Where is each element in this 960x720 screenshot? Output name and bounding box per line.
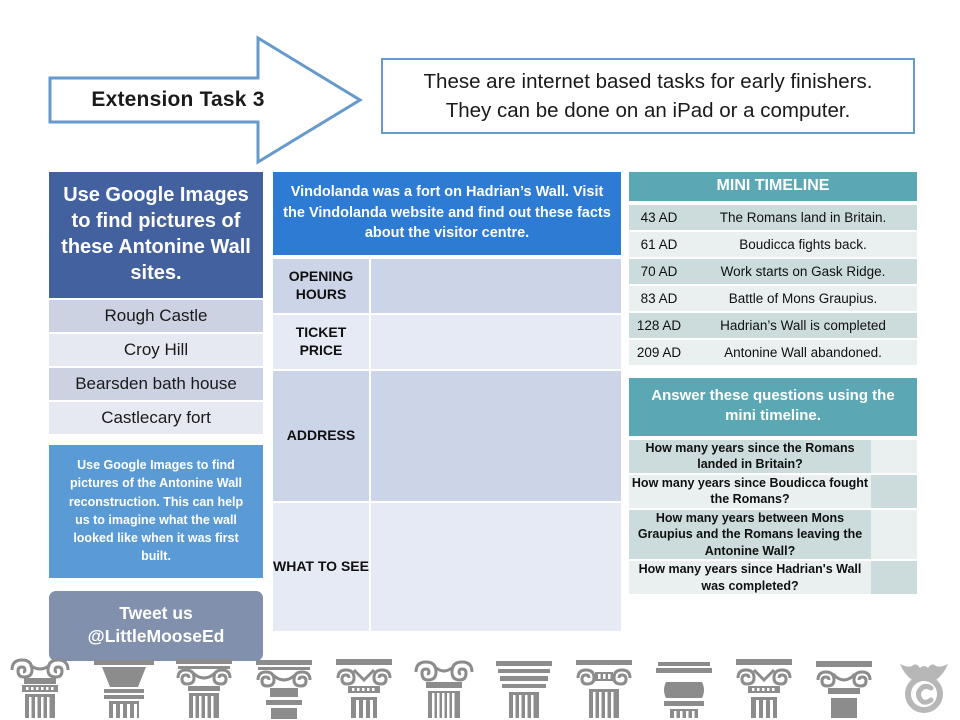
site-name: Bearsden bath house [75, 374, 237, 393]
ionic-column-icon [576, 660, 632, 718]
vindolanda-facts-table [273, 257, 621, 633]
question-text: How many years since the Romans landed in Britain? [645, 440, 855, 471]
question-text: How many years since Hadrian's Wall was completed? [638, 562, 862, 593]
column-frieze-decoration [0, 652, 960, 720]
vindolanda-task-header: Vindolanda was a fort on Hadrian’s Wall. Visit the Vindolanda website and find out these facts about the visitor centre. [273, 172, 621, 255]
table-row [629, 232, 917, 257]
ionic-column-icon [12, 660, 68, 718]
page-title: Extension Task 3 [91, 88, 265, 111]
row-label: WHAT TO SEE [273, 503, 369, 631]
table-row [629, 510, 917, 560]
list-item[interactable] [49, 300, 263, 332]
ionic-column-icon [336, 659, 392, 718]
table-row [273, 503, 621, 631]
timeline-year: 209 AD [636, 345, 682, 360]
table-row [629, 286, 917, 311]
row-label: TICKET PRICE [273, 315, 369, 369]
question-answer-cell[interactable] [871, 510, 917, 560]
timeline-event: The Romans land in Britain. [719, 210, 887, 225]
table-row [273, 259, 621, 313]
question-answer-cell[interactable] [871, 475, 917, 508]
ionic-column-icon [816, 661, 872, 718]
table-row [629, 475, 917, 508]
timeline-event: Work starts on Gask Ridge. [720, 264, 886, 279]
question-text: How many years between Mons Graupius and the Romans leaving the Antonine Wall? [637, 510, 863, 558]
row-label: ADDRESS [273, 371, 369, 501]
vindolanda-task-column [273, 172, 621, 633]
timeline-year: 61 AD [640, 237, 678, 252]
list-item[interactable] [49, 402, 263, 434]
timeline-year: 43 AD [640, 210, 678, 225]
antonine-sites-list [49, 300, 263, 434]
moose-copyright-logo [900, 664, 948, 710]
timeline-year: 70 AD [640, 264, 678, 279]
tweet-label: Tweet us [119, 602, 193, 623]
google-images-task-column [49, 172, 263, 661]
timeline-event: Antonine Wall abandoned. [724, 345, 882, 360]
row-label: OPENING HOURS [273, 259, 369, 313]
intro-instruction-box [381, 58, 915, 134]
ionic-column-icon [94, 660, 154, 718]
mini-timeline-table [629, 203, 917, 367]
answer-cell-opening-hours[interactable] [371, 259, 621, 313]
timeline-year: 128 AD [636, 318, 682, 333]
answer-questions-header: Answer these questions using the mini timeline. [629, 378, 917, 436]
table-row [629, 313, 917, 338]
table-row [629, 440, 917, 473]
frieze-svg [0, 652, 960, 720]
ionic-column-icon [416, 662, 472, 718]
sites-task-header: Use Google Images to find pictures of these Antonine Wall sites. [49, 172, 263, 298]
table-row [273, 315, 621, 369]
answer-cell-address[interactable] [371, 371, 621, 501]
table-row [629, 561, 917, 594]
timeline-task-column [629, 172, 917, 596]
ionic-column-icon [176, 659, 232, 718]
list-item[interactable] [49, 334, 263, 366]
tweet-handle: @LittleMooseEd [87, 626, 225, 647]
question-answer-cell[interactable] [871, 440, 917, 473]
answer-cell-ticket-price[interactable] [371, 315, 621, 369]
extension-task-arrow-banner [48, 30, 368, 170]
ionic-column-icon [256, 660, 312, 719]
tweet-us-box[interactable] [49, 591, 263, 661]
mini-timeline-header: MINI TIMELINE [629, 172, 917, 201]
answer-cell-what-to-see[interactable] [371, 503, 621, 631]
table-row [629, 259, 917, 284]
table-row [629, 205, 917, 230]
timeline-event: Boudicca fights back. [739, 237, 867, 252]
question-text: How many years since Boudicca fought the Romans? [631, 475, 869, 506]
ionic-column-icon [736, 659, 792, 718]
timeline-event: Hadrian’s Wall is completed [720, 318, 886, 333]
reconstruction-note-box: Use Google Images to find pictures of the Antonine Wall reconstruction. This can help us to imagine what the wall looked like when it was first built. [49, 445, 263, 578]
intro-line-1: These are internet based tasks for early finishers. [423, 69, 873, 93]
site-name: Croy Hill [123, 340, 189, 359]
list-item[interactable] [49, 368, 263, 400]
site-name: Rough Castle [104, 306, 208, 325]
intro-line-2: They can be done on an iPad or a computer. [445, 99, 851, 122]
table-row [629, 340, 917, 365]
ionic-column-icon [656, 662, 712, 718]
timeline-event: Battle of Mons Graupius. [728, 291, 878, 306]
ionic-column-icon [496, 661, 552, 718]
timeline-questions-table [629, 438, 917, 597]
timeline-year: 83 AD [640, 291, 678, 306]
table-row [273, 371, 621, 501]
question-answer-cell[interactable] [871, 561, 917, 594]
site-name: Castlecary fort [101, 408, 211, 427]
